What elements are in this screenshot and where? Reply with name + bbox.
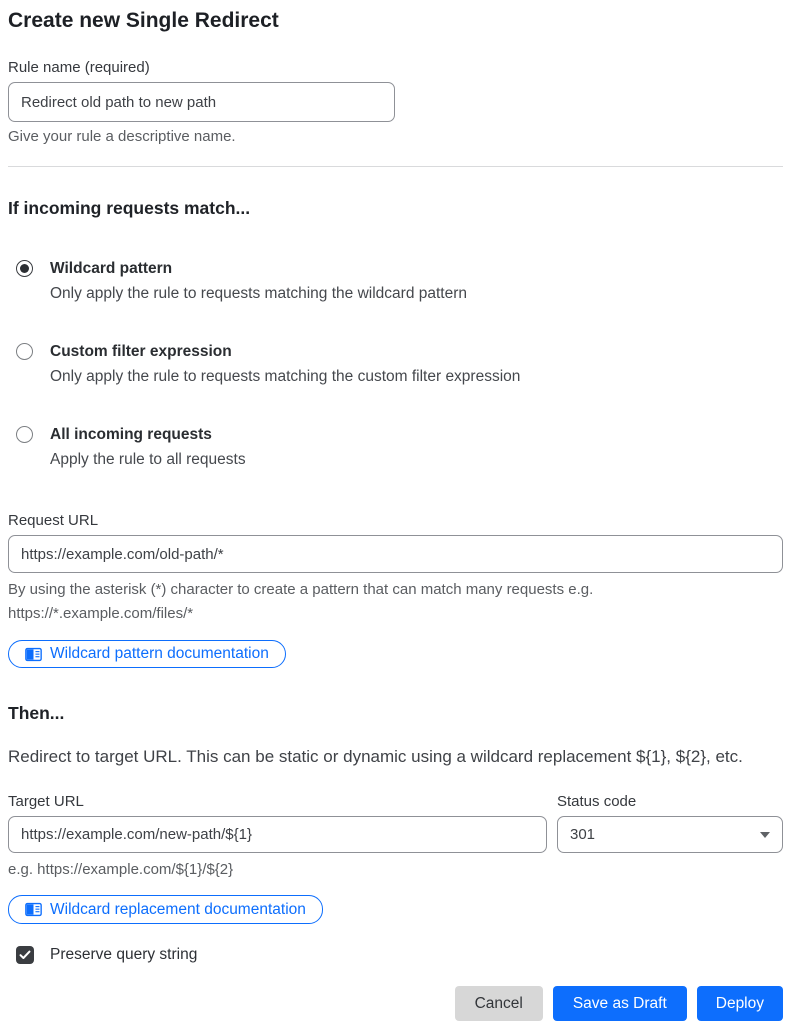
radio-label: Wildcard pattern [50,260,173,277]
doc-button-label: Wildcard pattern documentation [50,645,269,662]
then-section-heading: Then... [8,703,65,723]
cancel-button[interactable]: Cancel [455,986,543,1021]
radio-unselected-icon[interactable] [16,426,33,443]
rule-name-input[interactable] [8,82,395,122]
radio-label: Custom filter expression [50,343,232,360]
footer-actions [8,986,783,1021]
radio-description: Only apply the rule to requests matching the custom filter expression [50,368,521,385]
caret-down-icon [760,832,770,838]
match-section-heading: If incoming requests match... [8,198,251,218]
target-url-field [8,792,547,879]
rule-name-label: Rule name (required) [8,59,150,76]
request-url-input[interactable] [8,535,783,573]
deploy-button[interactable]: Deploy [697,986,783,1021]
page-title: Create new Single Redirect [8,9,279,32]
status-code-field [557,792,783,853]
radio-label: All incoming requests [50,426,212,443]
book-icon [25,647,42,662]
radio-description: Apply the rule to all requests [50,451,246,468]
match-type-radio-group [8,259,783,471]
status-code-value: 301 [570,826,596,843]
status-code-label: Status code [557,793,637,810]
wildcard-replacement-docs-button[interactable] [8,895,323,924]
rule-name-helper: Give your rule a descriptive name. [8,128,236,145]
status-code-select[interactable] [557,816,783,853]
preserve-query-label: Preserve query string [50,946,198,963]
doc-button-label: Wildcard replacement documentation [50,900,306,918]
request-url-helper-line1: By using the asterisk (*) character to create a pattern that can match many requests e.g. [8,581,594,598]
preserve-query-checkbox-row[interactable] [8,946,783,964]
radio-description: Only apply the rule to requests matching the wildcard pattern [50,285,468,302]
then-section-description: Redirect to target URL. This can be static or dynamic using a wildcard replacement ${1}, ${2}, etc. [8,747,743,766]
section-divider [8,166,783,167]
book-icon [25,902,42,917]
radio-selected-icon[interactable] [16,260,33,277]
save-as-draft-button[interactable]: Save as Draft [553,986,687,1021]
target-fields-row [8,792,783,879]
radio-unselected-icon[interactable] [16,343,33,360]
target-url-input[interactable] [8,816,547,853]
request-url-helper-line2: https://*.example.com/files/* [8,605,194,622]
target-url-label: Target URL [8,793,84,810]
radio-option-wildcard-pattern[interactable] [8,259,783,305]
request-url-label: Request URL [8,512,99,529]
radio-option-all-requests[interactable] [8,425,783,471]
wildcard-pattern-docs-button[interactable] [8,640,286,668]
target-url-helper: e.g. https://example.com/${1}/${2} [8,861,234,878]
checkbox-checked-icon[interactable] [16,946,34,964]
request-url-helper [8,578,748,626]
radio-option-custom-filter[interactable] [8,342,783,388]
